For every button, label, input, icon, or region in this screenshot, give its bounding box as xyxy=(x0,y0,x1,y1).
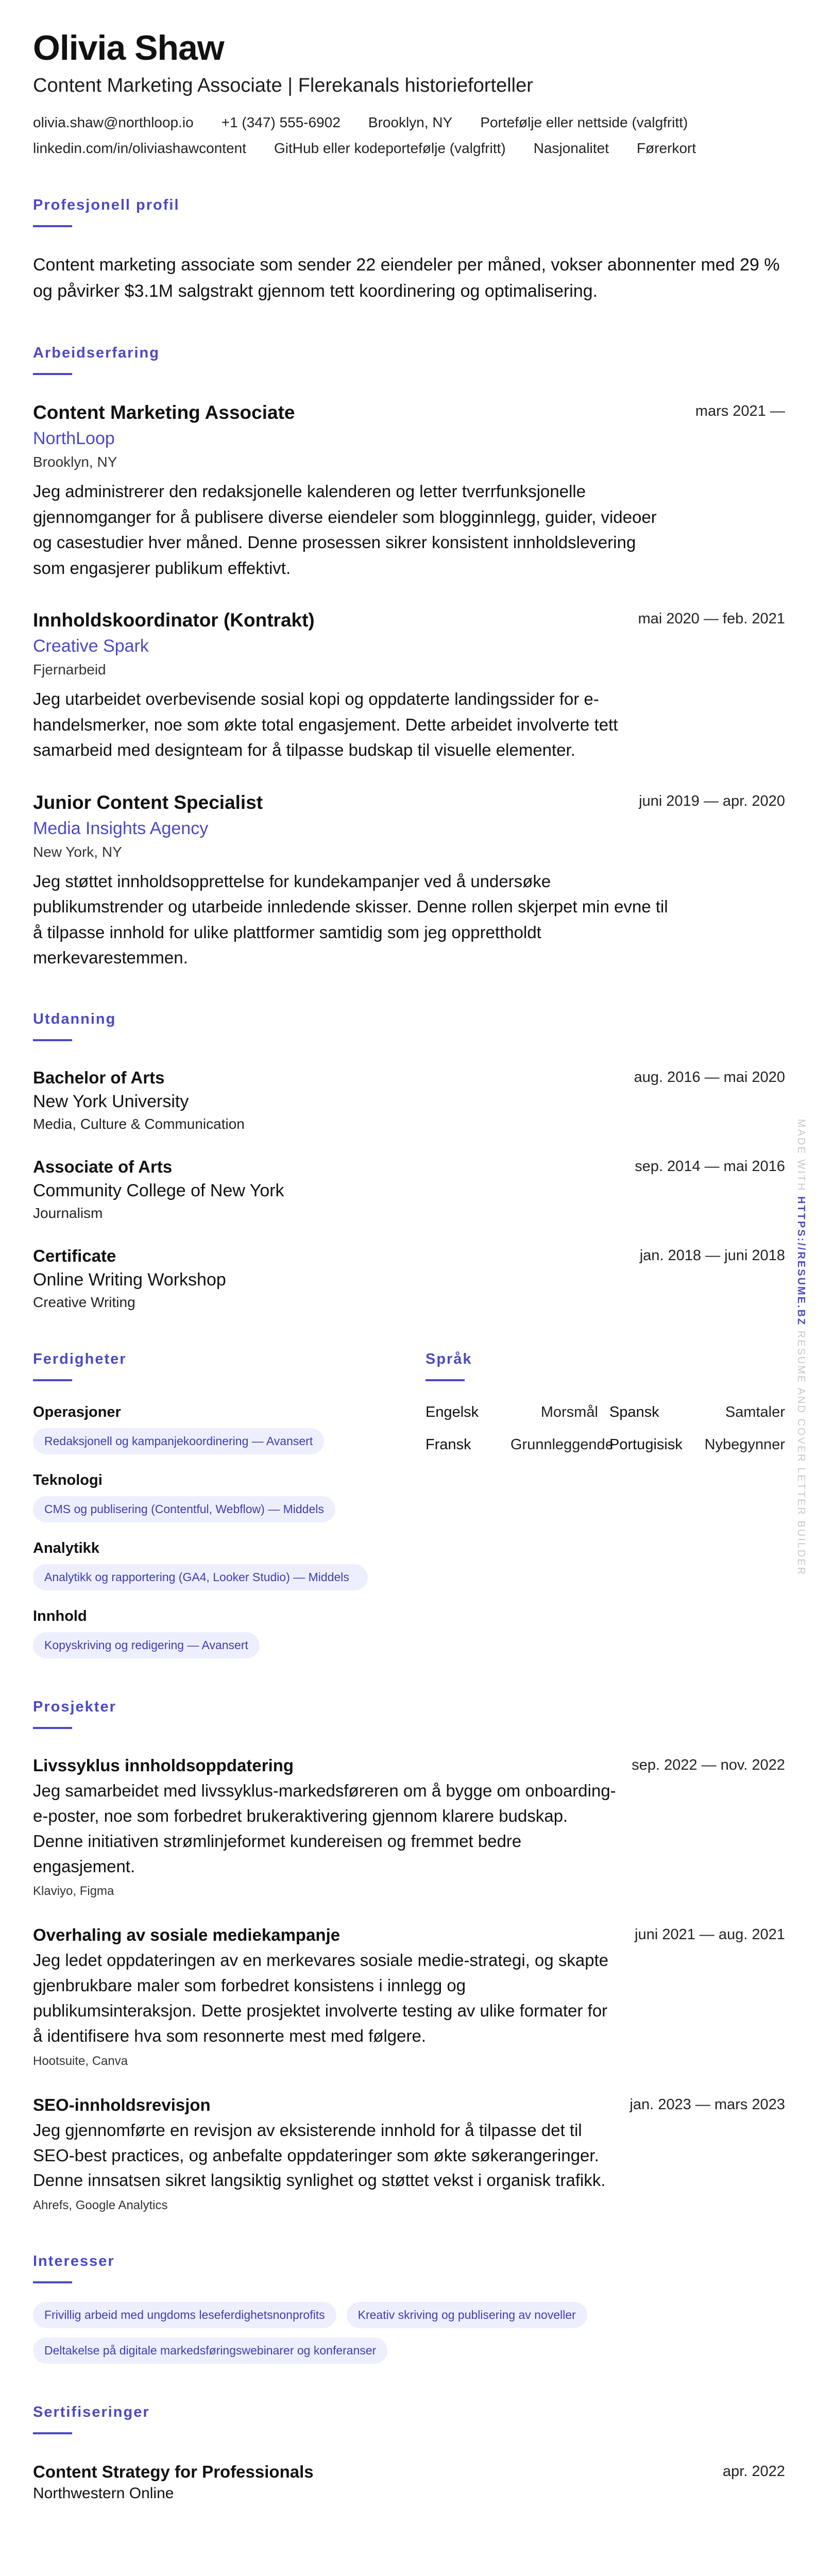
skill-group xyxy=(33,1540,394,1590)
watermark-suffix: RESUME AND COVER LETTER BUILDER xyxy=(795,1330,807,1577)
project-tools: Klaviyo, Figma xyxy=(33,1884,114,1899)
project-date: juni 2021 — aug. 2021 xyxy=(635,1926,785,1943)
section-divider xyxy=(33,2432,72,2434)
skill-chip: Redaksjonell og kampanjekoordinering — Avansert xyxy=(33,1428,324,1454)
candidate-name: Olivia Shaw xyxy=(33,28,224,67)
project-description: Jeg samarbeidet med livssyklus-markedsføreren om å bygge om onboarding-e-poster, noe som forbedret brukeraktivering gjennom klarere budskap. Denne initiativen strømlinjeformet kundereisen og fremmet bedre engasjement. xyxy=(33,1781,616,1876)
language-name: Engelsk xyxy=(425,1403,479,1420)
certification-date: apr. 2022 xyxy=(723,2463,785,2480)
language-level: Nybegynner xyxy=(704,1436,785,1453)
section-divider xyxy=(33,225,72,227)
contact-location: Brooklyn, NY xyxy=(368,114,453,131)
education-degree: Associate of Arts xyxy=(33,1157,173,1176)
education-school: Online Writing Workshop xyxy=(33,1269,226,1290)
project-tools: Ahrefs, Google Analytics xyxy=(33,2198,168,2213)
certification-name: Content Strategy for Professionals xyxy=(33,2462,314,2482)
education-field: Journalism xyxy=(33,1205,103,1221)
skill-group xyxy=(33,1608,394,1658)
project-title: SEO-innholdsrevisjon xyxy=(33,2095,211,2114)
job-company: Creative Spark xyxy=(33,636,149,656)
skills-languages-row xyxy=(33,1351,785,1658)
skill-chip: Kopyskriving og redigering — Avansert xyxy=(33,1632,260,1658)
job-description: Jeg støttet innholdsopprettelse for kundekampanjer ved å undersøke publikumstrender og utarbeide innledende skisser. Denne rollen skjerpet min evne til å tilpasse innhold for ulike plattformer samtidig som jeg opprettholdt merkevarestemmen. xyxy=(33,871,668,968)
job-location: New York, NY xyxy=(33,843,122,860)
job-description: Jeg administrerer den redaksjonelle kalenderen og letter tverrfunksjonelle gjennomganger for å publisere diverse eiendeler som blogginnlegg, guider, videoer og casestudier hver måned. Denne prosessen sikrer konsistent innholdslevering som engasjerer publikum effektivt. xyxy=(33,482,657,578)
profile-text: Content marketing associate som sender 22 eiendeler per måned, vokser abonnenter med 29 % og påvirker $3.1M salgstrakt gjennom tett koordinering og optimalisering. xyxy=(33,255,780,301)
education-field: Creative Writing xyxy=(33,1294,135,1310)
job-title: Innholdskoordinator (Kontrakt) xyxy=(33,609,315,631)
interest-chip: Frivillig arbeid med ungdoms leseferdighetsnonprofits xyxy=(33,2302,336,2328)
certification-issuer: Northwestern Online xyxy=(33,2485,174,2502)
contact-drivers-license: Førerkort xyxy=(637,140,696,157)
contact-nationality: Nasjonalitet xyxy=(533,140,609,157)
section-divider xyxy=(425,1379,465,1381)
project-entry xyxy=(33,1756,785,1899)
job-company: Media Insights Agency xyxy=(33,818,209,838)
job-location: Brooklyn, NY xyxy=(33,454,117,470)
contact-linkedin[interactable]: linkedin.com/in/oliviashawcontent xyxy=(33,140,246,157)
job-description: Jeg utarbeidet overbevisende sosial kopi og oppdaterte landingssider for e-handelsmerker, noe som økte total engasjement. Dette arbeidet involverte tett samarbeid med designteam for å tilpasse budskap til visuelle elementer. xyxy=(33,689,618,760)
section-divider xyxy=(33,373,72,375)
language-level: Morsmål xyxy=(540,1403,598,1420)
education-degree: Bachelor of Arts xyxy=(33,1067,165,1087)
project-entry xyxy=(33,2095,785,2213)
project-title: Overhaling av sosiale mediekampanje xyxy=(33,1925,340,1945)
resume-page xyxy=(33,30,785,2502)
interests-section xyxy=(33,2253,785,2364)
section-title: Ferdigheter xyxy=(33,1350,127,1367)
skills-list xyxy=(33,1404,394,1658)
project-date: sep. 2022 — nov. 2022 xyxy=(632,1757,785,1774)
language-name: Fransk xyxy=(425,1436,471,1453)
watermark-prefix: MADE WITH xyxy=(795,1119,807,1192)
project-entry xyxy=(33,1925,785,2068)
section-title: Utdanning xyxy=(33,1010,116,1027)
candidate-headline: Content Marketing Associate | Flerekanals historieforteller xyxy=(33,75,533,97)
certifications-section xyxy=(33,2404,785,2502)
job-title: Content Marketing Associate xyxy=(33,402,295,423)
section-title: Prosjekter xyxy=(33,1699,116,1716)
certification-entry xyxy=(33,2462,785,2502)
section-divider xyxy=(33,1379,72,1381)
job-title: Junior Content Specialist xyxy=(33,791,263,813)
project-title: Livssyklus innholdsoppdatering xyxy=(33,1756,294,1775)
skill-category: Analytikk xyxy=(33,1539,99,1556)
project-date: jan. 2023 — mars 2023 xyxy=(629,2096,785,2113)
job-date: juni 2019 — apr. 2020 xyxy=(639,792,785,809)
skill-group xyxy=(33,1404,394,1454)
watermark-link[interactable]: HTTPS://RESUME.BZ xyxy=(795,1196,807,1327)
education-list xyxy=(33,1068,785,1311)
project-description: Jeg ledet oppdateringen av en merkevares sosiale medie-strategi, og skapte gjenbrukbare maler som forbedret konsistens i innlegg og publikumsinteraksjon. Dette prosjektet involverte testing av ulike formater for å identifisere hva som resonnerte mest med følgere. xyxy=(33,1951,609,2045)
education-field: Media, Culture & Communication xyxy=(33,1115,245,1132)
skill-category: Innhold xyxy=(33,1608,87,1625)
skills-section xyxy=(33,1351,394,1658)
section-divider xyxy=(33,1727,72,1729)
interests-list xyxy=(33,2302,785,2364)
experience-list xyxy=(33,402,785,971)
education-school: New York University xyxy=(33,1091,189,1111)
experience-entry xyxy=(33,792,785,971)
languages-section xyxy=(425,1351,785,1658)
education-entry xyxy=(33,1157,785,1222)
education-date: aug. 2016 — mai 2020 xyxy=(634,1069,785,1086)
contact-email[interactable]: olivia.shaw@northloop.io xyxy=(33,114,194,131)
interest-chip: Kreativ skriving og publisering av noveller xyxy=(347,2302,587,2328)
skill-category: Teknologi xyxy=(33,1471,103,1488)
job-location: Fjernarbeid xyxy=(33,662,106,678)
education-entry xyxy=(33,1246,785,1311)
project-tools: Hootsuite, Canva xyxy=(33,2054,128,2068)
skill-chip: Analytikk og rapportering (GA4, Looker Studio) — Middels xyxy=(33,1564,368,1590)
education-date: jan. 2018 — juni 2018 xyxy=(639,1247,785,1264)
education-section xyxy=(33,1011,785,1311)
job-company: NorthLoop xyxy=(33,429,115,449)
experience-entry xyxy=(33,609,785,763)
education-entry xyxy=(33,1068,785,1132)
language-name: Spansk xyxy=(609,1403,659,1420)
skill-chip: CMS og publisering (Contentful, Webflow) — Middels xyxy=(33,1496,335,1522)
experience-entry xyxy=(33,402,785,581)
section-divider xyxy=(33,2281,72,2283)
skill-category: Operasjoner xyxy=(33,1403,121,1420)
section-title: Sertifiseringer xyxy=(33,2404,150,2421)
skill-group xyxy=(33,1472,394,1522)
project-description: Jeg gjennomførte en revisjon av eksisterende innhold for å tilpasse det til SEO-best practices, og anbefalte oppdateringer som økte søkerangeringer. Denne innsatsen sikret langsiktig synlighet og støttet vekst i organisk trafikk. xyxy=(33,2120,606,2190)
language-level: Samtaler xyxy=(725,1403,785,1420)
education-date: sep. 2014 — mai 2016 xyxy=(635,1158,785,1175)
section-divider xyxy=(33,1039,72,1041)
education-school: Community College of New York xyxy=(33,1180,284,1200)
section-title: Arbeidserfaring xyxy=(33,345,160,362)
projects-list xyxy=(33,1756,785,2213)
contact-portfolio[interactable]: Portefølje eller nettside (valgfritt) xyxy=(480,114,688,131)
interest-chip: Deltakelse på digitale markedsføringswebinarer og konferanser xyxy=(33,2337,387,2364)
builder-watermark xyxy=(795,1119,807,1576)
language-level: Grunnleggende xyxy=(510,1436,614,1453)
language-name: Portugisisk xyxy=(609,1436,683,1453)
contact-phone[interactable]: +1 (347) 555-6902 xyxy=(221,114,340,131)
languages-list xyxy=(425,1404,785,1453)
projects-section xyxy=(33,1699,785,2213)
job-date: mai 2020 — feb. 2021 xyxy=(638,611,785,628)
contact-list xyxy=(33,114,785,157)
education-degree: Certificate xyxy=(33,1246,116,1265)
contact-github[interactable]: GitHub eller kodeportefølje (valgfritt) xyxy=(274,140,506,157)
experience-section xyxy=(33,345,785,971)
profile-section xyxy=(33,197,785,304)
section-title: Profesjonell profil xyxy=(33,197,180,214)
section-title: Språk xyxy=(425,1350,472,1367)
job-date: mars 2021 — xyxy=(695,403,785,420)
section-title: Interesser xyxy=(33,2253,115,2270)
